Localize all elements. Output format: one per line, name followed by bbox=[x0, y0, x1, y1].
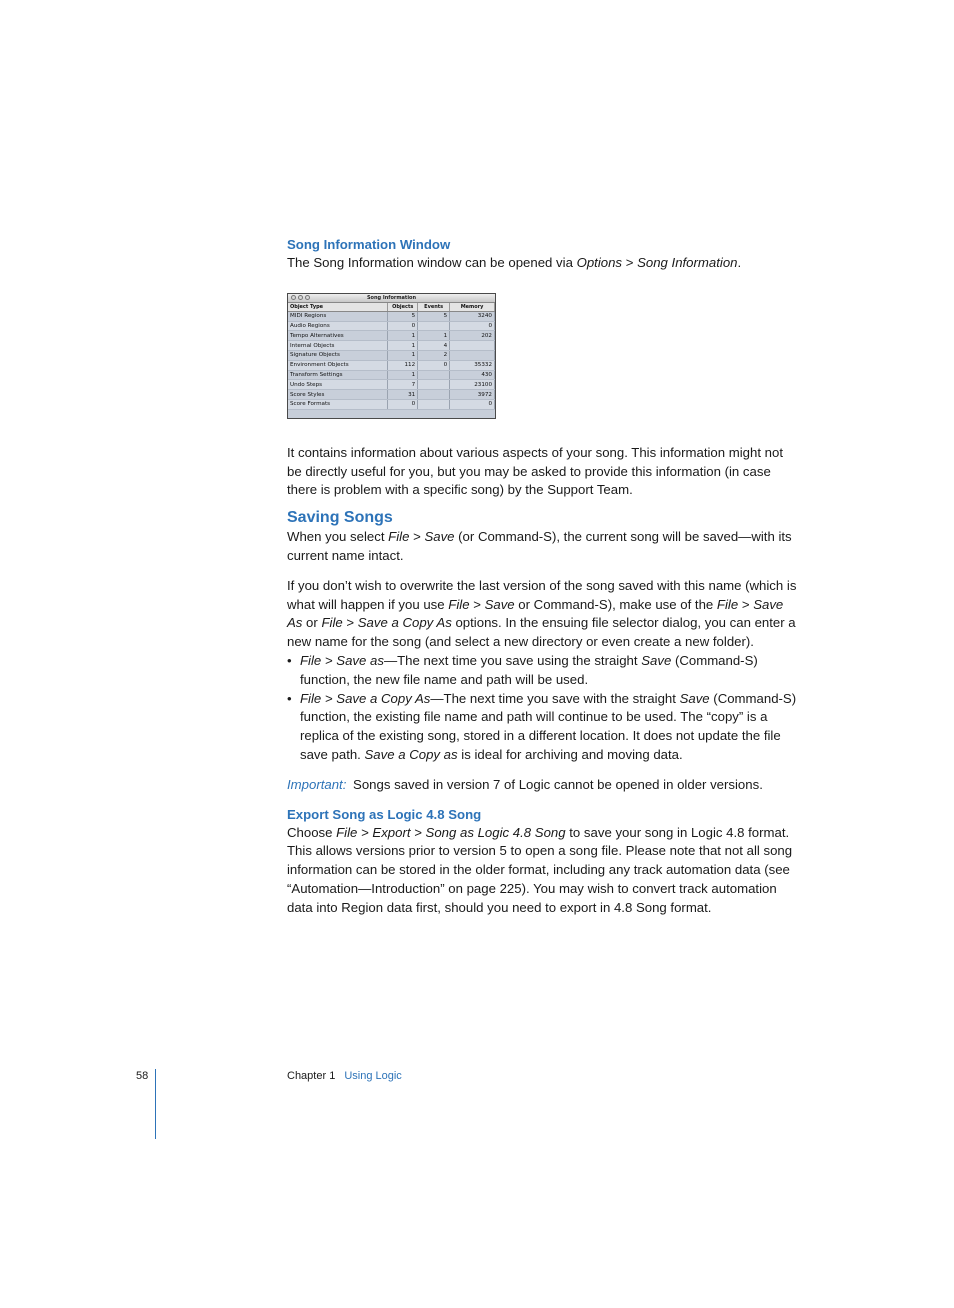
table-cell: 31 bbox=[388, 390, 418, 400]
section-heading-saving-songs: Saving Songs bbox=[287, 509, 393, 527]
section-heading-export: Export Song as Logic 4.8 Song bbox=[287, 806, 482, 822]
table-cell: Score Formats bbox=[288, 399, 388, 409]
table-cell: 430 bbox=[450, 370, 495, 380]
table-cell: 1 bbox=[418, 331, 450, 341]
table-cell: 3240 bbox=[450, 311, 495, 321]
table-cell: 23100 bbox=[450, 380, 495, 390]
table-cell: Undo Steps bbox=[288, 380, 388, 390]
section-heading-song-information: Song Information Window bbox=[287, 237, 451, 252]
table-cell: Environment Objects bbox=[288, 360, 388, 370]
chapter-label: Chapter 1 bbox=[287, 1070, 336, 1082]
song-info-description: It contains information about various aspects of your song. This information might not be directly useful for you, but you may be asked to provide this information (in case there is problem with a specific song) by the Support Team. bbox=[287, 444, 784, 498]
table-row bbox=[288, 360, 495, 370]
page-number: 58 bbox=[136, 1070, 149, 1082]
song-info-intro: The Song Information window can be opened via Options > Song Information. bbox=[287, 255, 742, 270]
song-information-window bbox=[287, 293, 496, 419]
table-cell bbox=[450, 350, 495, 360]
footer-rule bbox=[155, 1069, 156, 1139]
export-paragraph: Choose File > Export > Song as Logic 4.8 Song to save your song in Logic 4.8 format. This allows versions prior to version 5 to open a song file. Please note that not all song information can be stored in the older format, including any track automation data (see “Automation—Introduction” on page 225). You may wish to convert track automation data into Region data first, should you need to export in 4.8 Song format. bbox=[287, 824, 793, 915]
save-options-list bbox=[287, 652, 799, 765]
table-row bbox=[288, 350, 495, 360]
table-cell: 0 bbox=[450, 399, 495, 409]
table-row bbox=[288, 341, 495, 351]
table-cell bbox=[418, 321, 450, 331]
footer-chapter bbox=[287, 1070, 402, 1082]
important-note: Important: Songs saved in version 7 of Logic cannot be opened in older versions. bbox=[287, 776, 763, 792]
table-row bbox=[288, 321, 495, 331]
table-cell: 7 bbox=[388, 380, 418, 390]
table-cell: 0 bbox=[418, 360, 450, 370]
column-header: Object Type bbox=[288, 303, 388, 312]
table-cell: 5 bbox=[388, 311, 418, 321]
saving-paragraph-2: If you don’t wish to overwrite the last version of the song saved with this name (which is what will happen if you use File > Save or Command-S), make use of the File > Save As or File > Save a Copy As options. In the ensuing file selector dialog, you can enter a new name for the song (and select a new directory or even create a new folder). bbox=[287, 577, 797, 650]
page-content bbox=[287, 236, 799, 918]
table-cell: 0 bbox=[450, 321, 495, 331]
table-cell: Audio Regions bbox=[288, 321, 388, 331]
column-header: Events bbox=[418, 303, 450, 312]
table-cell bbox=[418, 370, 450, 380]
table-cell: 1 bbox=[388, 341, 418, 351]
table-cell: Transform Settings bbox=[288, 370, 388, 380]
window-titlebar bbox=[288, 294, 495, 303]
list-item-save-as: • File > Save as—The next time you save using the straight Save (Command-S) function, the new file name and path will be used. bbox=[287, 652, 799, 690]
table-cell: 4 bbox=[418, 341, 450, 351]
table-row bbox=[288, 390, 495, 400]
chapter-title-link[interactable]: Using Logic bbox=[344, 1070, 402, 1082]
table-cell: Tempo Alternatives bbox=[288, 331, 388, 341]
table-cell: Internal Objects bbox=[288, 341, 388, 351]
table-row bbox=[288, 380, 495, 390]
table-row bbox=[288, 331, 495, 341]
table-cell: 35332 bbox=[450, 360, 495, 370]
important-label: Important: bbox=[287, 776, 347, 792]
table-row bbox=[288, 370, 495, 380]
table-row bbox=[288, 311, 495, 321]
table-cell: MIDI Regions bbox=[288, 311, 388, 321]
table-cell bbox=[418, 380, 450, 390]
list-item-save-copy-as: • File > Save a Copy As—The next time you save with the straight Save (Command-S) function, the existing file name and path will continue to be used. The “copy” is a replica of the existing song, stored in a different location. It does not update the file save path. Save a Copy as is ideal for archiving and moving data. bbox=[287, 690, 799, 765]
table-row bbox=[288, 399, 495, 409]
table-cell: 3972 bbox=[450, 390, 495, 400]
table-cell: 202 bbox=[450, 331, 495, 341]
table-cell: 0 bbox=[388, 399, 418, 409]
table-cell bbox=[418, 390, 450, 400]
table-cell: Signature Objects bbox=[288, 350, 388, 360]
table-cell: 1 bbox=[388, 331, 418, 341]
table-cell: 2 bbox=[418, 350, 450, 360]
table-cell: 1 bbox=[388, 370, 418, 380]
song-info-table bbox=[288, 303, 495, 410]
column-header: Memory bbox=[450, 303, 495, 312]
window-title: Song Information bbox=[366, 294, 417, 301]
table-cell: Score Styles bbox=[288, 390, 388, 400]
table-cell: 1 bbox=[388, 350, 418, 360]
table-cell: 112 bbox=[388, 360, 418, 370]
column-header: Objects bbox=[388, 303, 418, 312]
table-cell bbox=[450, 341, 495, 351]
table-cell bbox=[418, 399, 450, 409]
saving-paragraph-1: When you select File > Save (or Command-S), the current song will be saved—with its current name intact. bbox=[287, 529, 792, 563]
table-cell: 0 bbox=[388, 321, 418, 331]
table-cell: 5 bbox=[418, 311, 450, 321]
